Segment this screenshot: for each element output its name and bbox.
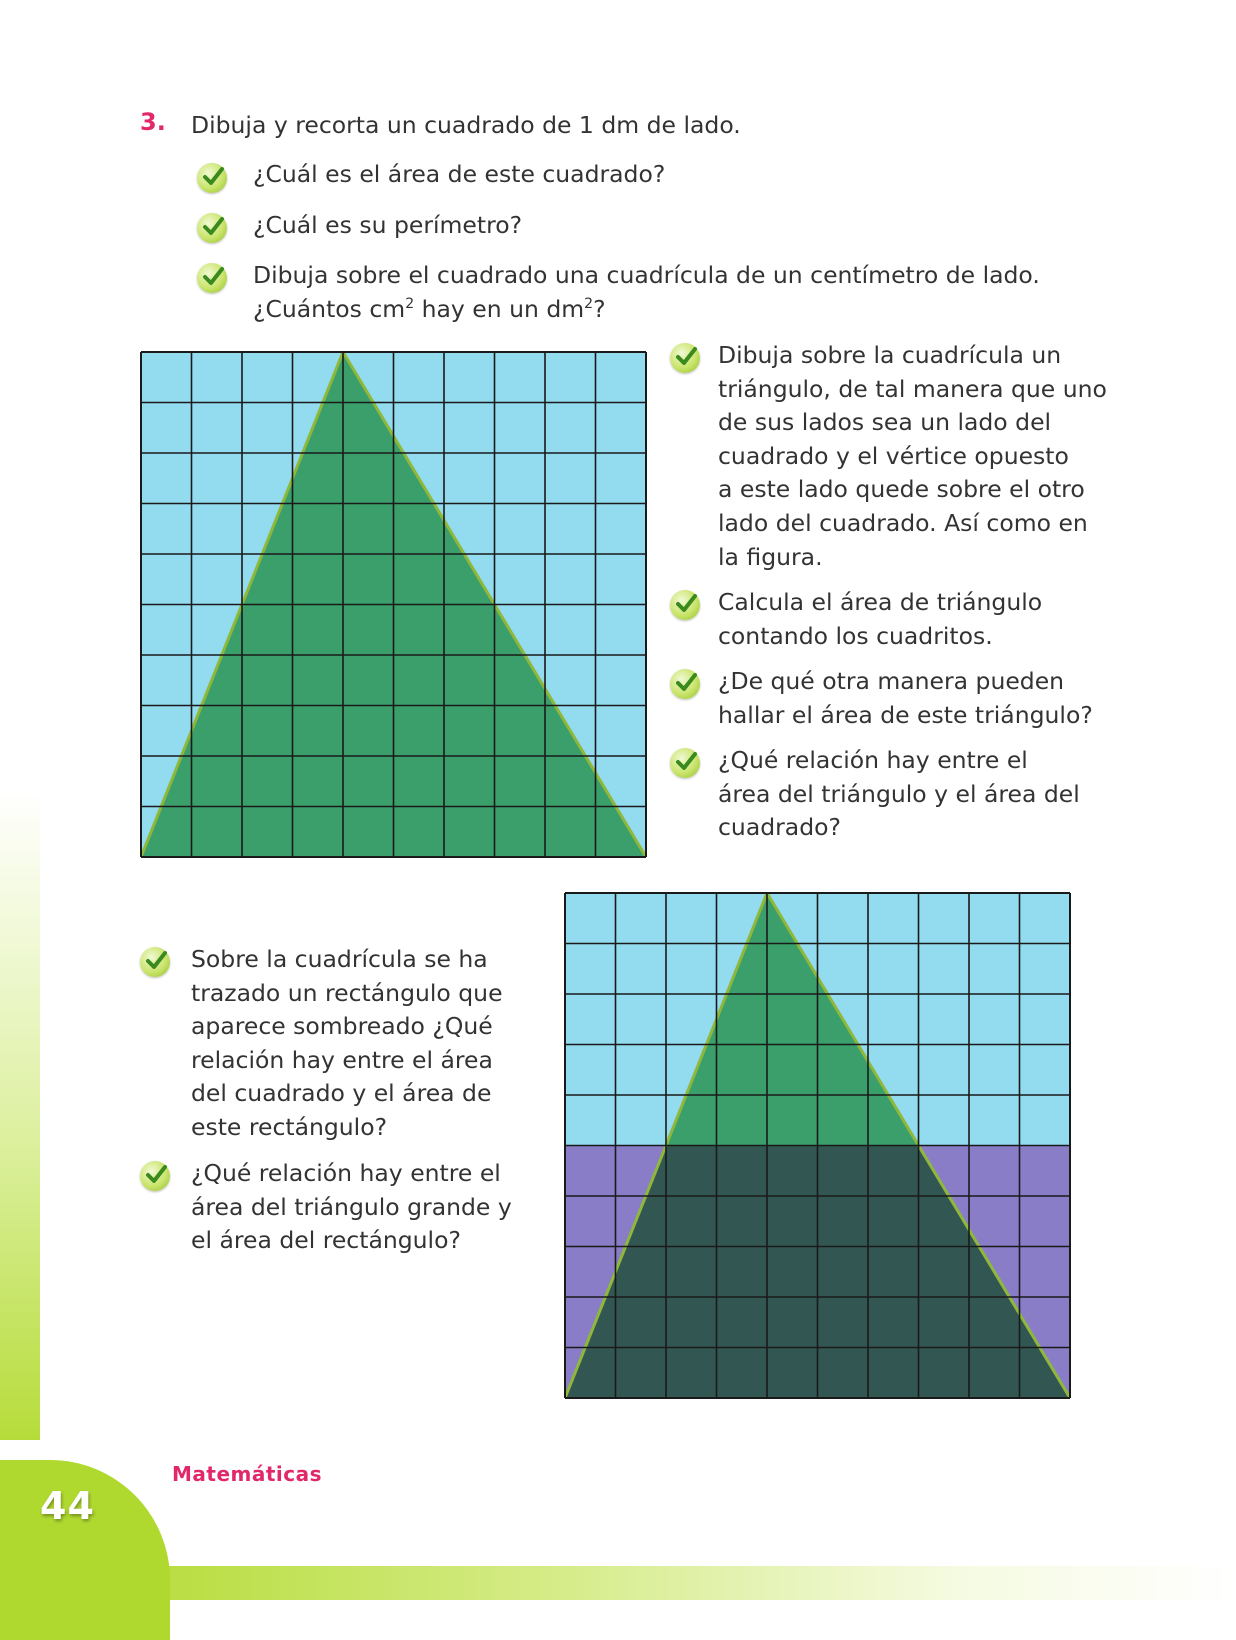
question-line: este rectángulo? xyxy=(191,1113,388,1141)
instruction-grid: Dibuja sobre el cuadrado una cuadrícula de un centímetro de lado. xyxy=(253,261,1040,289)
question-line: área del triángulo grande y xyxy=(191,1192,512,1221)
question-line: relación hay entre el área xyxy=(191,1045,493,1074)
question-line: de sus lados sea un lado del xyxy=(718,408,1052,437)
question-line: hallar el área de este triángulo? xyxy=(718,700,1093,729)
check-icon xyxy=(670,590,700,620)
question-line: el área del rectángulo? xyxy=(191,1226,461,1255)
question-line: a este lado quede sobre el otro xyxy=(718,475,1085,504)
question-line: aparece sombreado ¿Qué xyxy=(191,1012,493,1041)
question-line: área del triángulo y el área del xyxy=(718,779,1080,808)
question-perimeter: ¿Cuál es su perímetro? xyxy=(253,211,523,239)
question-line: triángulo, de tal manera que uno xyxy=(718,374,1107,403)
question-line: trazado un rectángulo que xyxy=(191,978,503,1007)
figure-square-triangle xyxy=(140,351,647,862)
exercise-title: Dibuja y recorta un cuadrado de 1 dm de lado. xyxy=(191,111,741,139)
check-icon xyxy=(140,947,170,977)
check-icon xyxy=(670,748,700,778)
question-line: cuadrado y el vértice opuesto xyxy=(718,441,1069,470)
question-line: ¿De qué otra manera pueden xyxy=(718,667,1065,695)
page-number: 44 xyxy=(40,1484,95,1528)
exercise-number: 3. xyxy=(140,108,166,136)
question-line: Sobre la cuadrícula se ha xyxy=(191,945,488,973)
page-bottom-band xyxy=(120,1566,1236,1600)
question-line: lado del cuadrado. Así como en xyxy=(718,509,1088,537)
figure-square-triangle-rectangle xyxy=(564,892,1071,1403)
question-line: ¿Qué relación hay entre el xyxy=(191,1159,501,1187)
check-icon xyxy=(670,343,700,373)
check-icon xyxy=(197,213,227,243)
question-area: ¿Cuál es el área de este cuadrado? xyxy=(253,160,666,188)
question-line: contando los cuadritos. xyxy=(718,621,993,650)
question-line: Dibuja sobre la cuadrícula un xyxy=(718,341,1062,369)
question-line: cuadrado? xyxy=(718,813,841,842)
page-side-gradient xyxy=(0,790,40,1440)
check-icon xyxy=(197,163,227,193)
question-cm2-in-dm2: ¿Cuántos $cm^2$ hay en un $dm^2$? xyxy=(253,295,606,323)
check-icon xyxy=(670,669,700,699)
question-line: del cuadrado y el área de xyxy=(191,1079,492,1108)
check-icon xyxy=(140,1161,170,1191)
question-line: ¿Qué relación hay entre el xyxy=(718,746,1028,774)
question-line: la figura. xyxy=(718,542,823,571)
question-line: Calcula el área de triángulo xyxy=(718,588,1043,616)
subject-label: Matemáticas xyxy=(172,1462,323,1486)
check-icon xyxy=(197,263,227,293)
